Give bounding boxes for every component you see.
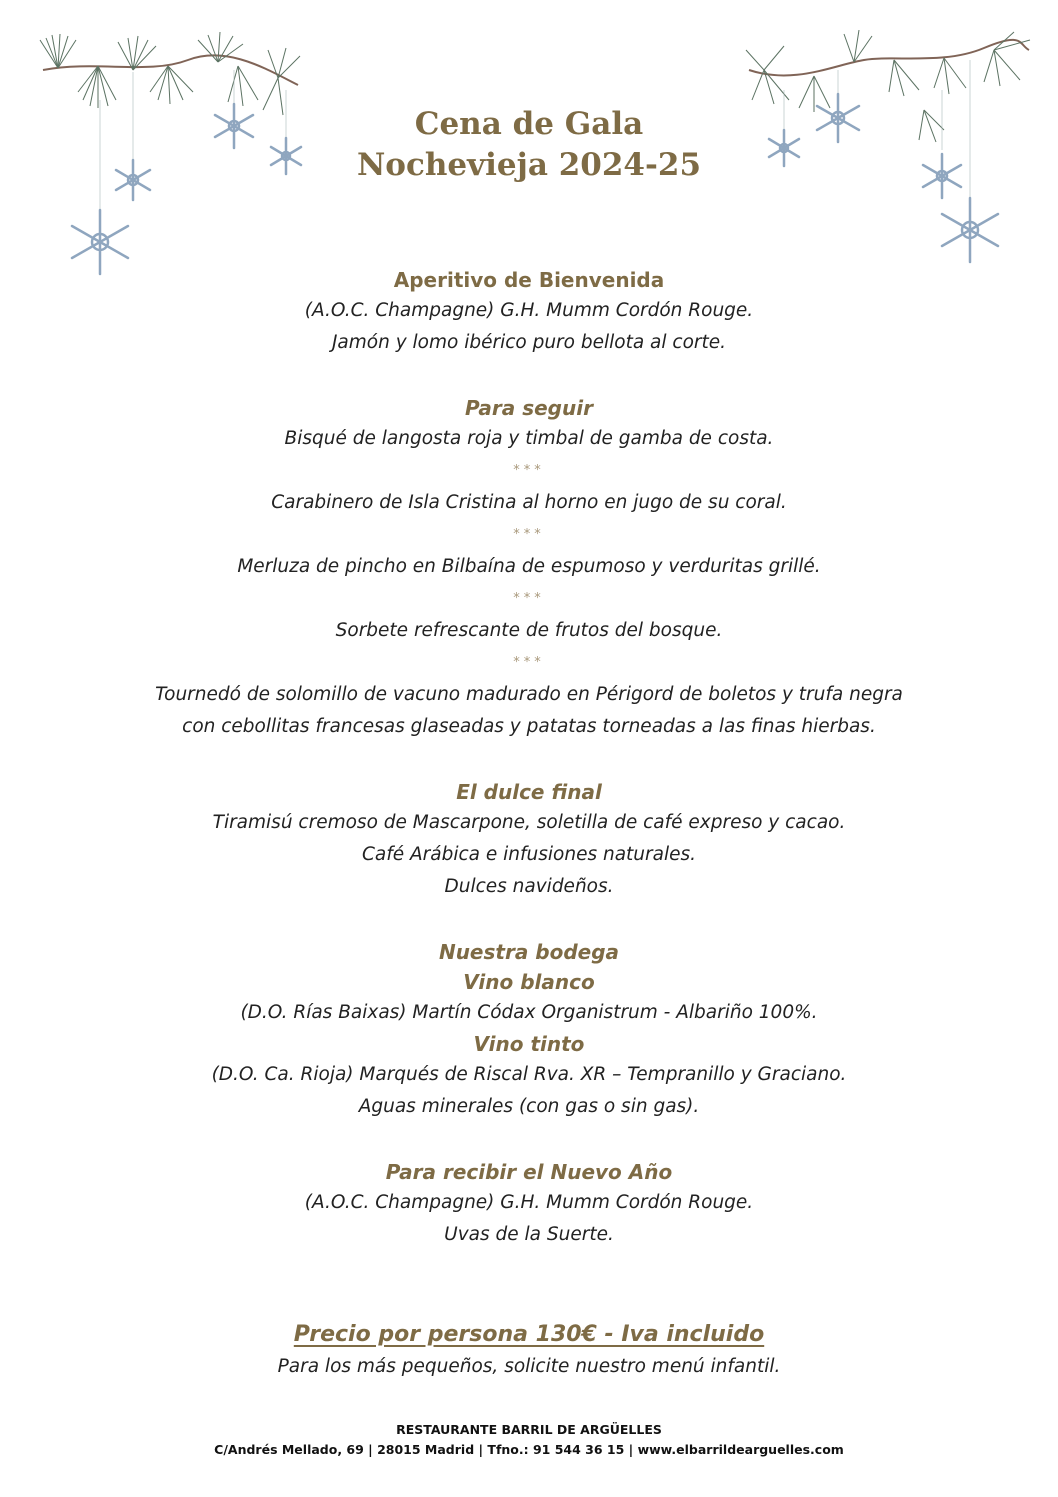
course-item: Sorbete refrescante de frutos del bosque.: [335, 620, 723, 641]
nuevo-ano-item: (A.O.C. Champagne) G.H. Mumm Cordón Rouge.: [304, 1192, 754, 1213]
section-dulce: [0, 777, 1058, 903]
menu-body: [0, 265, 1058, 1251]
dulce-heading: El dulce final: [456, 780, 602, 804]
section-bodega: [0, 937, 1058, 1123]
section-para-seguir: [0, 393, 1058, 743]
course-item: Tournedó de solomillo de vacuno madurado en Périgord de boletos y trufa negra: [155, 684, 903, 705]
kids-menu-note: Para los más pequeños, solicite nuestro menú infantil.: [277, 1356, 781, 1377]
price-block: [0, 1318, 1058, 1382]
vino-tinto-heading: Vino tinto: [473, 1032, 585, 1056]
contact-line: C/Andrés Mellado, 69 | 28015 Madrid | Tfno.: 91 544 36 15 | www.elbarrildearguelles.com: [214, 1442, 844, 1457]
course-separator: ***: [513, 655, 545, 670]
vino-blanco-heading: Vino blanco: [463, 970, 595, 994]
page-title: [0, 104, 1058, 186]
bodega-heading: Nuestra bodega: [438, 940, 620, 964]
dessert-item: Tiramisú cremoso de Mascarpone, soletilla de café expreso y cacao.: [212, 812, 846, 833]
aperitivo-item: (A.O.C. Champagne) G.H. Mumm Cordón Rouge.: [304, 300, 754, 321]
nuevo-ano-item: Uvas de la Suerte.: [444, 1224, 614, 1245]
course-separator: ***: [513, 463, 545, 478]
price-label: Precio por persona 130€ - Iva incluido: [293, 1322, 765, 1347]
course-item: Merluza de pincho en Bilbaína de espumoso y verduritas grillé.: [237, 556, 821, 577]
aguas-item: Aguas minerales (con gas o sin gas).: [358, 1096, 700, 1117]
dessert-item: Café Arábica e infusiones naturales.: [361, 844, 696, 865]
aperitivo-heading: Aperitivo de Bienvenida: [393, 268, 665, 292]
footer: [0, 1420, 1058, 1460]
aperitivo-item: Jamón y lomo ibérico puro bellota al corte.: [331, 332, 727, 353]
course-item: Carabinero de Isla Cristina al horno en jugo de su coral.: [271, 492, 787, 513]
section-nuevo-ano: [0, 1157, 1058, 1251]
nuevo-ano-heading: Para recibir el Nuevo Año: [385, 1160, 673, 1184]
course-item: Bisqué de langosta roja y timbal de gamba de costa.: [284, 428, 774, 449]
title-line-2: Nochevieja 2024-25: [356, 147, 702, 183]
course-separator: ***: [513, 527, 545, 542]
restaurant-name: RESTAURANTE BARRIL DE ARGÜELLES: [396, 1422, 662, 1437]
section-aperitivo: [0, 265, 1058, 359]
course-item: con cebollitas francesas glaseadas y patatas torneadas a las finas hierbas.: [182, 716, 876, 737]
course-separator: ***: [513, 591, 545, 606]
vino-tinto-item: (D.O. Ca. Rioja) Marqués de Riscal Rva. XR – Tempranillo y Graciano.: [211, 1064, 847, 1085]
vino-blanco-item: (D.O. Rías Baixas) Martín Códax Organistrum - Albariño 100%.: [240, 1002, 818, 1023]
para-seguir-heading: Para seguir: [465, 396, 593, 420]
dessert-item: Dulces navideños.: [444, 876, 614, 897]
title-line-1: Cena de Gala: [414, 106, 644, 142]
